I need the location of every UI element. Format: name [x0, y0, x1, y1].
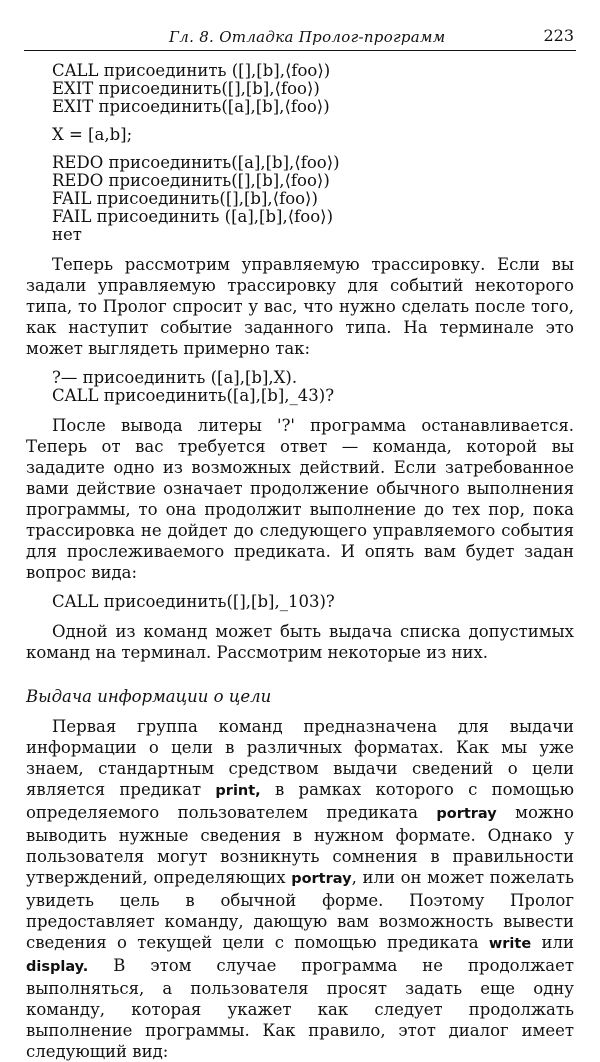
page-body — [26, 62, 574, 1062]
binding-text: X = [a,b]; — [52, 125, 133, 144]
section-heading: Выдача информации о цели — [26, 687, 272, 706]
trace-line: FAIL присоединить([],[b],⟨foo⟩) — [52, 189, 318, 208]
keyword-portray: portray — [436, 806, 497, 822]
example-line: CALL присоединить([a],[b],_43)? — [52, 386, 335, 405]
example-line: CALL присоединить([],[b],_103)? — [52, 592, 335, 611]
page-number: 223 — [543, 26, 574, 45]
paragraph-prompt: После вывода литеры '?' программа останавливается. Теперь от вас требуется ответ — команда, которой вы зададите одно из возможных действий. Если затребованное вами действие означает продолжение обычного выполнения программы, то она продолжит выполнение до тех пор, пока трассировка не дойдет до следующего управляемого события для прослеживаемого предиката. И опять вам будет задан вопрос вида: — [26, 416, 574, 582]
paragraph-controlled-trace: Теперь рассмотрим управляемую трассировку. Если вы задали управляемую трассировку для событий некоторого типа, то Пролог спросит у вас, что нужно сделать после того, как наступит событие заданного типа. На терминале это может выглядеть примерно так: — [26, 255, 574, 358]
example-block-1 — [26, 369, 574, 405]
example-line: ?— присоединить ([a],[b],X). — [52, 368, 298, 387]
trace-line: REDO присоединить([],[b],⟨foo⟩) — [52, 171, 330, 190]
binding-line — [26, 126, 574, 144]
trace-block-2 — [26, 154, 574, 244]
trace-line: EXIT присоединить([a],[b],⟨foo⟩) — [52, 97, 330, 116]
keyword-print: print, — [215, 783, 261, 799]
keyword-display: display. — [26, 959, 89, 975]
paragraph-goal-output: Первая группа команд предназначена для выдачи информации о цели в различных форматах. Как мы уже знаем, стандартным средством выдачи сведений о цели является предикат print, в рамках которого с помощью определяемого пользователем предиката portray можно выводить нужные сведения в нужном формате. Однако у пользователя могут возникнуть сомнения в правильности утверждений, определяющих portray, или он может пожелать увидеть цель в обычной форме. Поэтому Пролог предоставляет команду, дающую вам возможность вывести сведения о текущей цели с помощью предиката write или display. В этом случае программа не продолжает выполняться, а пользователя просят задать еще одну команду, которая укажет как следует продолжать выполнение программы. Как правило, этот диалог имеет следующий вид: — [26, 717, 574, 1061]
running-header — [24, 26, 576, 51]
trace-line: CALL присоединить ([],[b],⟨foo⟩) — [52, 61, 331, 80]
trace-line: REDO присоединить([a],[b],⟨foo⟩) — [52, 153, 340, 172]
chapter-title: Гл. 8. Отладка Пролог-программ — [169, 28, 446, 46]
trace-block-1 — [26, 62, 574, 116]
trace-line: FAIL присоединить ([a],[b],⟨foo⟩) — [52, 207, 334, 226]
trace-line: EXIT присоединить([],[b],⟨foo⟩) — [52, 79, 320, 98]
example-block-2 — [26, 593, 574, 611]
paragraph-commands: Одной из команд может быть выдача списка допустимых команд на терминал. Рассмотрим некоторые из них. — [26, 622, 574, 662]
keyword-write: write — [488, 936, 532, 952]
trace-line: нет — [52, 225, 82, 244]
keyword-portray: portray — [291, 871, 352, 887]
